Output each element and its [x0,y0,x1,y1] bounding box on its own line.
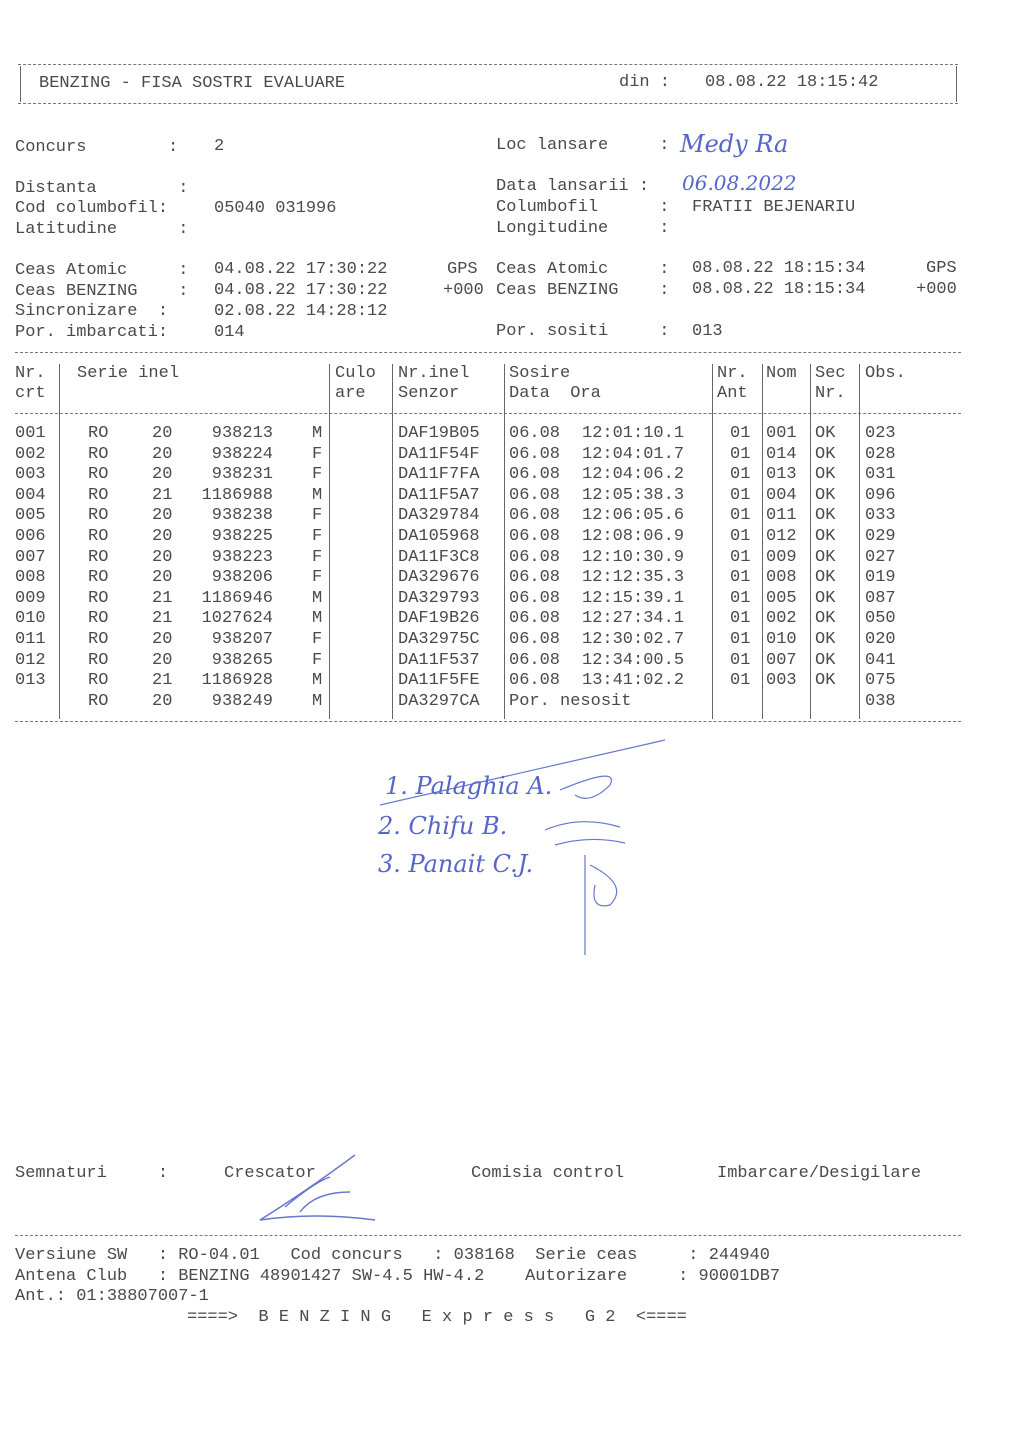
cell-ant: 01 [730,609,751,629]
cell-nom: 007 [766,650,797,670]
cell-nom: 003 [766,671,797,691]
cell-data: 06.08 [509,465,561,485]
cell-nom: 012 [766,527,797,546]
cell-data: 06.08 [509,609,561,629]
cell-ora: 12:04:01.7 [582,444,685,464]
latitudine-label: Latitudine : [15,220,189,239]
cell-ant: 01 [730,547,751,567]
cell-inel: 938231 [211,465,273,485]
th-nr-ant: Nr. [717,364,748,383]
benzing-express-brand: ====> B E N Z I N G E x p r e s s G 2 <==== [187,1308,687,1327]
cell-nom: 005 [766,588,797,608]
ceas-atomic-end-src: GPS [926,259,957,278]
cell-data: 06.08 [509,568,561,588]
cell-sec: OK [815,609,836,629]
cell-ant: 01 [730,485,751,505]
cell-nom: 001 [766,424,797,443]
cell-an: 20 [152,424,173,443]
cell-obs: 031 [865,465,896,485]
cell-tara: RO [88,671,109,691]
sositi-value: 013 [692,322,723,341]
ceas-benzing-start-label: Ceas BENZING : [15,282,189,301]
cell-inel: 1027624 [201,609,273,629]
cell-sec: OK [815,588,836,608]
cell-ora: 12:04:06.2 [582,465,685,485]
cell-senzor: DA329676 [398,568,480,588]
col-divider [59,364,60,719]
cell-an: 20 [152,506,173,526]
cell-nom: 008 [766,568,797,588]
cell-nr: 013 [15,671,46,691]
cell-senzor: DA329793 [398,588,480,608]
cell-an: 20 [152,691,173,711]
crescator-label: Crescator [224,1164,316,1183]
cell-tara: RO [88,588,109,608]
th-sosire: Sosire [509,364,571,383]
cell-ant: 01 [730,527,751,546]
cell-nom: 010 [766,630,797,649]
sositi-label: Por. sositi : [496,322,670,341]
cell-inel: 938265 [211,650,273,670]
cell-senzor: DA11F54F [398,444,480,464]
cell-obs: 019 [865,568,896,588]
cell-sex: F [312,506,323,526]
cell-sex: F [312,465,323,485]
cell-ora: 12:27:34.1 [582,609,685,629]
antena-line: Antena Club : BENZING 48901427 SW-4.5 HW-4.2 Autorizare : 90001DB7 [15,1267,781,1286]
cell-ora: 12:10:30.9 [582,547,685,567]
ceas-atomic-end-label: Ceas Atomic : [496,260,670,279]
ceas-atomic-start-src: GPS [447,260,478,279]
cell-tara: RO [88,547,109,567]
cell-sex: F [312,444,323,464]
cell-obs: 096 [865,485,896,505]
col-divider [810,364,811,719]
cell-nr: 010 [15,609,46,629]
cell-sex: F [312,568,323,588]
th-nr: Nr. [15,364,46,383]
th-ant: Ant [717,384,748,403]
cell-sex: M [312,424,323,443]
cell-data: 06.08 [509,630,561,649]
table-border-top [15,352,961,353]
cell-ant: 01 [730,424,751,443]
cell-tara: RO [88,630,109,649]
cell-sex: M [312,671,323,691]
versiune-line: Versiune SW : RO-04.01 Cod concurs : 038168 Serie ceas : 244940 [15,1246,770,1265]
cell-ant: 01 [730,650,751,670]
cell-obs: 027 [865,547,896,567]
ceas-benzing-end-label: Ceas BENZING : [496,281,670,300]
cell-inel: 938224 [211,444,273,464]
cell-senzor: DA11F3C8 [398,547,480,567]
cell-nr: 007 [15,547,46,567]
cell-ant: 01 [730,588,751,608]
cell-nr: 008 [15,568,46,588]
cell-sec: OK [815,547,836,567]
imbarcati-value: 014 [214,323,245,342]
cod-columbofil-value: 05040 031996 [214,199,337,218]
cell-nom: 002 [766,609,797,629]
cell-data: 06.08 [509,671,561,691]
cell-nr: 004 [15,485,46,505]
loc-lansare-value: Medy Ra [680,130,789,158]
cell-sex: M [312,691,323,711]
th-sec: Sec [815,364,846,383]
cell-an: 21 [152,485,173,505]
cell-an: 21 [152,588,173,608]
cell-tara: RO [88,465,109,485]
cell-sec: OK [815,650,836,670]
commission-member-2: 2. Chifu B. [378,812,508,840]
cell-data: 06.08 [509,588,561,608]
cell-nr: 001 [15,424,46,443]
cell-senzor: DAF19B05 [398,424,480,443]
ceas-benzing-end: 08.08.22 18:15:34 [692,280,866,299]
cell-obs: 050 [865,609,896,629]
data-lansarii-value: 06.08.2022 [682,171,797,195]
ant-line: Ant.: 01:38807007-1 [15,1287,209,1306]
th-crt: crt [15,384,46,403]
cell-obs: 033 [865,506,896,526]
cell-obs: 038 [865,691,896,711]
cell-sec: OK [815,527,836,546]
longitudine-label: Longitudine : [496,219,670,238]
cell-nom: 009 [766,547,797,567]
cell-nom: 004 [766,485,797,505]
cell-nr: 003 [15,465,46,485]
col-divider [712,364,713,719]
din-value: 08.08.22 18:15:42 [705,73,879,92]
cell-inel: 1186946 [201,588,273,608]
document-title: BENZING - FISA SOSTRI EVALUARE [39,74,346,93]
columbofil-value: FRATII BEJENARIU [692,198,856,217]
cell-sec: OK [815,630,836,649]
cell-ant: 01 [730,568,751,588]
cell-inel: 938225 [211,527,273,546]
cell-an: 20 [152,630,173,649]
cell-senzor: DA3297CA [398,691,480,711]
cod-columbofil-label: Cod columbofil: [15,199,169,218]
cell-senzor: DA11F537 [398,650,480,670]
cell-an: 20 [152,444,173,464]
cell-nr: 011 [15,630,46,649]
cell-senzor: DA11F5A7 [398,485,480,505]
columbofil-label: Columbofil : [496,198,670,217]
cell-data: 06.08 [509,424,561,443]
th-are: are [335,384,366,403]
cell-an: 20 [152,568,173,588]
commission-member-1: 1. Palaghia A. [385,772,553,800]
cell-sec: OK [815,506,836,526]
cell-tara: RO [88,527,109,546]
col-divider [329,364,330,719]
concurs-label: Concurs : [15,138,179,157]
footer-divider [15,1235,961,1236]
cell-inel: 938213 [211,424,273,443]
cell-ant: 01 [730,630,751,649]
th-data-ora: Data Ora [509,384,601,403]
cell-data: 06.08 [509,527,561,546]
concurs-value: 2 [214,137,225,156]
cell-tara: RO [88,691,109,711]
cell-an: 21 [152,671,173,691]
cell-obs: 075 [865,671,896,691]
cell-sec: OK [815,424,836,443]
ceas-benzing-start: 04.08.22 17:30:22 [214,281,388,300]
cell-sec: OK [815,444,836,464]
cell-obs: 020 [865,630,896,649]
cell-tara: RO [88,444,109,464]
comisia-control-label: Comisia control [471,1164,625,1183]
loc-lansare-label: Loc lansare : [496,136,670,155]
cell-senzor: DA11F7FA [398,465,480,485]
th-sec-nr: Nr. [815,384,846,403]
table-header-divider [15,413,961,414]
sincronizare-label: Sincronizare : [15,302,169,321]
cell-tara: RO [88,424,109,443]
th-nom: Nom [766,364,797,383]
cell-sec: OK [815,465,836,485]
cell-tara: RO [88,485,109,505]
cell-nr: 002 [15,444,46,464]
cell-ora: 12:12:35.3 [582,568,685,588]
cell-nom: 013 [766,465,797,485]
th-nr-inel: Nr.inel [398,364,470,383]
th-obs: Obs. [865,364,906,383]
cell-senzor: DA11F5FE [398,671,480,691]
ceas-benzing-start-offset: +000 [443,281,484,300]
cell-senzor: DA105968 [398,527,480,546]
cell-nr: 012 [15,650,46,670]
cell-nr: 005 [15,506,46,526]
cell-sec: OK [815,485,836,505]
header-border-right [956,66,957,102]
cell-tara: RO [88,568,109,588]
cell-inel: 938207 [211,630,273,649]
col-divider [762,364,763,719]
th-culo: Culo [335,364,376,383]
cell-obs: 041 [865,650,896,670]
cell-ora: 12:30:02.7 [582,630,685,649]
cell-an: 21 [152,609,173,629]
cell-sec: OK [815,671,836,691]
cell-data: Por. nesosit [509,691,632,711]
cell-nr: 006 [15,527,46,546]
th-serie: Serie inel [77,364,180,383]
cell-data: 06.08 [509,506,561,526]
cell-obs: 029 [865,527,896,546]
header-border-top [18,64,958,65]
data-lansarii-label: Data lansarii : [496,177,650,196]
distanta-label: Distanta : [15,179,189,198]
cell-sex: M [312,609,323,629]
cell-ant: 01 [730,506,751,526]
cell-data: 06.08 [509,547,561,567]
cell-ora: 12:08:06.9 [582,527,685,546]
cell-sex: M [312,588,323,608]
col-divider [392,364,393,719]
cell-inel: 938238 [211,506,273,526]
cell-sex: F [312,547,323,567]
cell-sex: M [312,485,323,505]
cell-sex: F [312,630,323,649]
cell-inel: 938249 [211,691,273,711]
cell-sex: F [312,650,323,670]
cell-inel: 938223 [211,547,273,567]
cell-nr: 009 [15,588,46,608]
cell-nom: 011 [766,506,797,526]
cell-ora: 12:05:38.3 [582,485,685,505]
ceas-atomic-start: 04.08.22 17:30:22 [214,260,388,279]
th-senzor: Senzor [398,384,460,403]
col-divider [504,364,505,719]
cell-sex: F [312,527,323,546]
din-label: din : [619,73,671,92]
cell-ora: 12:15:39.1 [582,588,685,608]
table-border-bottom [15,721,961,722]
cell-an: 20 [152,547,173,567]
cell-ant: 01 [730,465,751,485]
crescator-signature [245,1152,385,1227]
header-border-left [20,66,21,102]
semnaturi-label: Semnaturi : [15,1164,169,1183]
cell-ant: 01 [730,444,751,464]
cell-tara: RO [88,506,109,526]
cell-inel: 938206 [211,568,273,588]
cell-inel: 1186988 [201,485,273,505]
ceas-atomic-start-label: Ceas Atomic : [15,261,189,280]
cell-ant: 01 [730,671,751,691]
cell-obs: 023 [865,424,896,443]
imbarcati-label: Por. imbarcati: [15,323,169,342]
cell-obs: 087 [865,588,896,608]
col-divider [859,364,860,719]
cell-data: 06.08 [509,650,561,670]
sincronizare-value: 02.08.22 14:28:12 [214,302,388,321]
cell-an: 20 [152,650,173,670]
imbarcare-desigilare-label: Imbarcare/Desigilare [717,1164,922,1183]
cell-obs: 028 [865,444,896,464]
cell-data: 06.08 [509,485,561,505]
cell-ora: 12:01:10.1 [582,424,685,443]
cell-inel: 1186928 [201,671,273,691]
cell-data: 06.08 [509,444,561,464]
header-border-bottom [18,103,958,104]
ceas-benzing-end-offset: +000 [916,280,957,299]
ceas-atomic-end: 08.08.22 18:15:34 [692,259,866,278]
cell-an: 20 [152,527,173,546]
cell-ora: 12:34:00.5 [582,650,685,670]
cell-ora: 13:41:02.2 [582,671,685,691]
cell-ora: 12:06:05.6 [582,506,685,526]
cell-tara: RO [88,650,109,670]
cell-an: 20 [152,465,173,485]
cell-senzor: DA32975C [398,630,480,649]
commission-member-3: 3. Panait C.J. [378,850,534,878]
cell-senzor: DA329784 [398,506,480,526]
cell-nom: 014 [766,444,797,464]
cell-senzor: DAF19B26 [398,609,480,629]
cell-tara: RO [88,609,109,629]
cell-sec: OK [815,568,836,588]
